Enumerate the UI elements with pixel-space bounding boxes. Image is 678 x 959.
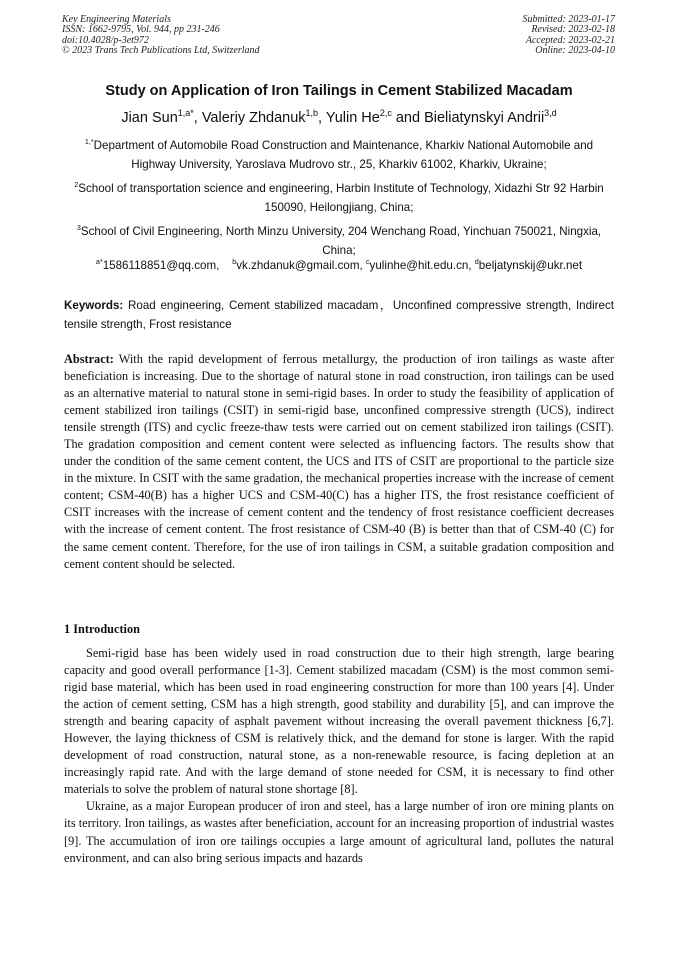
keywords-label: Keywords: (64, 299, 124, 312)
keywords (64, 296, 614, 334)
copyright: © 2023 Trans Tech Publications Ltd, Switzerland (62, 45, 260, 57)
author: Valeriy Zhdanuk$^{1,b}$, (201, 108, 326, 126)
introduction-body (64, 645, 614, 867)
author: Jian Sun$^{1,a*}$, (121, 108, 202, 126)
publication-dates (523, 15, 616, 57)
abstract-text: With the rapid development of ferrous metallurgy, the production of iron tailings as waste after beneficiation is increasing. Due to the shortage of natural stone in road construction, iron tailings can be used as an alternative material to natural stone in semi-rigid bases. In order to study the feasibility of application of cement stabilized iron tailings (CSIT) in semi-rigid base, unconfined compressive strength (UCS), indirect tensile strength (ITS) and cyclic freeze-thaw tests were carried out on cement stabilized iron tailings (CSIT). The gradation composition and cement content were selected as influencing factors. The results show that under the condition of the same cement content, the UCS and ITS of CSIT are proportional to the particle size in the mixture. In CSIT with the same gradation, the mechanical properties increase with the increase of cement content; CSM-40(B) has a higher UCS and CSM-40(C) has a higher ITS, the frost resistance coefficient of CSIT increases with the increase of cement content and the tendency of frost resistance coefficient decreases with the increase of cement content. The frost resistance of CSM-40 (B) is better than that of CSM-40 (C) for the same cement content. Therefore, for the use of iron tailings in CSM, a suitable gradation composition and cement content should be selected. (64, 352, 614, 571)
email-c[interactable]: $^c$yulinhe@hit.edu.cn, (365, 257, 472, 272)
paragraph: Semi-rigid base has been widely used in road construction due to their high strength, large bearing capacity and good overall performance [1-3]. Cement stabilized macadam (CSM) is the most common semi-rigid base material, which has been used in road engineering construction for more than 100 years [4]. Under the action of cement setting, CSM has a high strength, good stability and durability [5], and can improve the strength and bearing capacity of asphalt pavement without increasing the overall pavement thickness [6,7]. However, the laying thickness of CSM is relatively thick, and the demand for stone is larger. With the rapid development of road construction, natural stone, as a non-renewable resource, is facing depletion at an increasingly rapid rate. And with the large demand of stone needed for CSM, it is necessary to find other materials to solve the problem of natural stone shortage [8]. (64, 646, 614, 797)
affiliation-3: $^3$School of Civil Engineering, North Minzu University, 204 Wenchang Road, Yinchuan 750021, Ningxia, China; (76, 223, 602, 257)
section-heading: 1 Introduction (64, 622, 140, 636)
email-list (50, 259, 628, 272)
accepted-date: Accepted: 2023-02-21 (525, 34, 615, 46)
email-d[interactable]: $^d$beljatynskij@ukr.net (474, 257, 583, 272)
paper-title: Study on Application of Iron Tailings in Cement Stabilized Macadam (105, 83, 573, 99)
online-date: Online: 2023-04-10 (535, 45, 615, 57)
email-a[interactable]: $^{a*}$1586118851@qq.com, (95, 257, 220, 272)
author: Yulin He$^{2,c}$ and (325, 108, 425, 126)
revised-date: Revised: 2023-02-18 (531, 24, 615, 36)
affiliation-2: $^2$School of transportation science and engineering, Harbin Institute of Technology, Xidazhi Str 92 Harbin 150090, Heilongjiang, China; (74, 180, 604, 214)
email-b[interactable]: $^b$vk.zhdanuk@gmail.com, (232, 257, 363, 272)
abstract (64, 351, 614, 573)
author: Bieliatynskyi Andrii$^{3,d}$ (424, 108, 557, 126)
author-list (30, 110, 648, 126)
issn: ISSN: 1662-9795, Vol. 944, pp 231-246 (62, 24, 220, 36)
paragraph: Ukraine, as a major European producer of iron and steel, has a large number of iron ore mining plants on its territory. Iron tailings, as wastes after beneficiation, account for an increasing proportion of industrial wastes [9]. The accumulation of iron ore tailings occupies a large amount of agricultural land, pollutes the natural environment, and can also bring serious impacts and hazards (64, 799, 614, 865)
affiliation-1: $^{1,*}$Department of Automobile Road Construction and Maintenance, Kharkiv National Automobile and Highway University, Yaroslava Mudrovo str., 25, Kharkiv 61002, Kharkiv, Ukraine; (84, 137, 594, 171)
journal-name: Key Engineering Materials (62, 14, 171, 25)
keywords-text: Road engineering, Cement stabilized macadam，Unconfined compressive strength, Indirect tensile strength, Frost resistance (64, 299, 614, 331)
journal-info (62, 15, 260, 57)
abstract-label: Abstract: (64, 352, 114, 366)
submitted-date: Submitted: 2023-01-17 (522, 14, 615, 25)
doi: doi:10.4028/p-3et972 (62, 34, 149, 46)
